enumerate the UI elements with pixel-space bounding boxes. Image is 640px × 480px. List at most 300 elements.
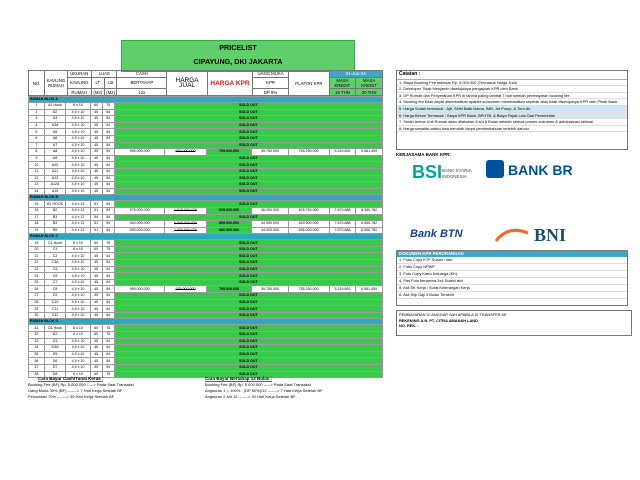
cell-plafon: 755.250.000 — [288, 149, 329, 156]
cell-uang-muka: 46.250.000 — [252, 207, 288, 214]
cell-lt: 45 — [90, 142, 102, 149]
col-kavling: KAVLING RUMAH — [45, 71, 67, 96]
dokumen-item: 1. Fotio Copy KTP Suami / Istri — [397, 257, 627, 264]
kredit-label: KREDIT — [334, 82, 351, 88]
cell-ukuran: 4,5 x 10 — [66, 162, 90, 169]
cell-no: 31 — [29, 325, 45, 332]
cell-lt: 54 — [90, 214, 102, 221]
bsi-logo — [410, 158, 472, 192]
cell-lt: 51 — [90, 207, 102, 214]
bni-logo-text: BNI — [534, 225, 567, 245]
cara-bertahap-list — [205, 382, 323, 400]
cell-no: 24 — [29, 273, 45, 280]
cell-no: 27 — [29, 293, 45, 300]
cell-lb: 54 — [102, 149, 114, 156]
col-bertahap: BERTAHAP — [117, 77, 167, 89]
cell-ukuran: 4,5 x 10 — [66, 168, 90, 175]
cell-kavling: A8 — [44, 149, 66, 156]
col-m2b: (M2) — [106, 89, 115, 95]
table-row — [29, 312, 383, 319]
cell-kavling: C7 — [44, 279, 66, 286]
table-row — [29, 162, 383, 169]
cell-status: SOLD OUT — [114, 168, 382, 175]
cell-ukuran: 4,5 x 10 — [66, 338, 90, 345]
cell-no: 3 — [29, 116, 45, 123]
cell-kavling: B3 — [44, 221, 66, 228]
cell-no: 38 — [29, 371, 45, 378]
cell-15thn: 5.319.892 — [329, 149, 356, 156]
cell-kavling: D1 Hook — [44, 325, 66, 332]
table-row — [29, 240, 383, 247]
cell-plafon: 755.250.000 — [288, 286, 329, 293]
cell-ukuran: 4,5 x 10 — [66, 182, 90, 189]
cell-ukuran: 6 x 10 — [66, 371, 90, 378]
cell-lt: 45 — [90, 109, 102, 116]
cell-lt: 45 — [90, 149, 102, 156]
cell-lt: 60 — [90, 246, 102, 253]
cell-lb: 54 — [102, 312, 114, 319]
cell-no: 2 — [29, 109, 45, 116]
col-uang-muka: UANG MUKA — [253, 71, 289, 78]
catatan-item: 6. Harga Belum Termasuk : Biaya KPR Bank, BPHTB, & Biaya Pajak Lain Dari Pemerintah — [397, 113, 627, 120]
col-masa20 — [356, 77, 383, 89]
col-luas: LUAS — [91, 71, 117, 78]
table-row — [29, 345, 383, 352]
table-row — [29, 246, 383, 253]
cell-lb: 54 — [102, 116, 114, 123]
table-row — [29, 214, 383, 221]
bri-logo-text: BANK BRI — [508, 162, 572, 178]
cell-status: SOLD OUT — [114, 129, 382, 136]
cara-cash-line: Uang Muka 30% (BF) -------> 7 Hari Kerja Setelah BF — [28, 388, 123, 393]
cell-kavling: D7 — [44, 364, 66, 371]
cell-ukuran: 4,5 x 10 — [66, 260, 90, 267]
cell-ukuran: 6 x 10 — [66, 240, 90, 247]
cell-lt: 45 — [90, 155, 102, 162]
cell-lb: 54 — [102, 299, 114, 306]
cell-plafon: 836.000.000 — [288, 227, 329, 234]
table-row — [29, 207, 383, 214]
cell-cash: 975.000.000 — [114, 207, 165, 214]
cell-lt: 45 — [90, 312, 102, 319]
cell-lt: 45 — [90, 122, 102, 129]
cell-harga-jual: 935.000.000 — [165, 149, 206, 156]
cara-bertahap-title: Cara Bayar Bertahap 12 Bulan : — [205, 376, 273, 381]
cell-cash: 995.000.000 — [114, 149, 165, 156]
cell-harga-jual: 1.075.000.000 — [165, 207, 206, 214]
cell-kavling: A9 — [44, 155, 66, 162]
cell-no: 36 — [29, 358, 45, 365]
jual-label: JUAL — [179, 82, 196, 89]
cell-status: SOLD OUT — [114, 162, 382, 169]
cell-ukuran: 4,5 x 10 — [66, 149, 90, 156]
cell-status: SOLD OUT — [114, 358, 382, 365]
cell-15thn: 7.670.888 — [329, 207, 356, 214]
cell-no: 4 — [29, 122, 45, 129]
table-row — [29, 142, 383, 149]
cell-ukuran: 4,4 x 12 — [66, 227, 90, 234]
cell-lt: 51 — [90, 201, 102, 208]
block-label: RUMAH BLOK D — [29, 319, 383, 325]
cell-ukuran: 4,5 x 10 — [66, 266, 90, 273]
cell-lb: 54 — [102, 266, 114, 273]
cell-lb: 54 — [102, 129, 114, 136]
catatan-box — [396, 70, 628, 150]
cell-cash: 940.000.000 — [114, 221, 165, 228]
dokumen-item: 2. Fotio Copy NPWP — [397, 264, 627, 271]
cell-kavling: C11 — [44, 306, 66, 313]
cell-lt: 45 — [90, 129, 102, 136]
table-row — [29, 279, 383, 286]
table-row — [29, 286, 383, 293]
table-row — [29, 129, 383, 136]
cell-status: SOLD OUT — [114, 279, 382, 286]
cell-status: SOLD OUT — [114, 201, 382, 208]
table-row — [29, 182, 383, 189]
masa-label: MASA — [336, 77, 349, 83]
cell-20thn: 8.350.762 — [356, 207, 383, 214]
cell-ukuran: 4,5 x 10 — [66, 122, 90, 129]
kerjasama-title: KERJASAMA BANK KPR: — [396, 152, 451, 157]
cell-lb: 54 — [102, 175, 114, 182]
cell-lb: 54 — [102, 358, 114, 365]
cell-no: 35 — [29, 351, 45, 358]
cell-no: 34 — [29, 345, 45, 352]
cell-ukuran: 4,5 x 10 — [66, 273, 90, 280]
cell-status: SOLD OUT — [114, 175, 382, 182]
col-lb: LB — [104, 77, 117, 89]
table-row — [29, 332, 383, 339]
table-row — [29, 201, 383, 208]
cell-no: 5 — [29, 129, 45, 136]
cell-ukuran: 6 x 10 — [66, 246, 90, 253]
cell-status: SOLD OUT — [114, 142, 382, 149]
table-row — [29, 364, 383, 371]
cell-ukuran: 4,5 x 10 — [66, 253, 90, 260]
cell-lb: 54 — [102, 338, 114, 345]
table-row — [29, 260, 383, 267]
title-line2: CIPAYUNG, DKI JAKARTA — [193, 57, 283, 66]
cell-no: 6 — [29, 135, 45, 142]
table-row — [29, 168, 383, 175]
cell-lb: 75 — [102, 371, 114, 378]
cell-lt: 45 — [90, 345, 102, 352]
cell-ukuran: 4,5 x 10 — [66, 364, 90, 371]
cell-lt: 60 — [90, 332, 102, 339]
cell-lb: 54 — [102, 253, 114, 260]
cell-status: SOLD OUT — [114, 332, 382, 339]
cell-lb: 54 — [102, 142, 114, 149]
cell-lb: 54 — [102, 345, 114, 352]
cell-no: 21 — [29, 253, 45, 260]
cell-status: SOLD OUT — [114, 103, 382, 110]
cell-lb: 75 — [102, 240, 114, 247]
table-row — [29, 351, 383, 358]
pembayaran-line: NO. REK. : — [399, 323, 419, 329]
dokumen-item: 6. Asli Slip Gaji 3 Bulan Terakhir — [397, 292, 627, 299]
cell-ukuran: 4,5 x 10 — [66, 345, 90, 352]
cell-lt: 51 — [90, 221, 102, 228]
cell-lb: 54 — [102, 188, 114, 195]
cell-lb: 54 — [102, 162, 114, 169]
cell-lb: 54 — [102, 201, 114, 208]
cell-plafon: 878.750.000 — [288, 207, 329, 214]
cell-lb: 54 — [102, 286, 114, 293]
cell-lb: 54 — [102, 227, 114, 234]
pembayaran-box — [396, 310, 632, 336]
col-harga-jual — [167, 71, 208, 96]
cell-no: 22 — [29, 260, 45, 267]
table-row — [29, 155, 383, 162]
cell-no: 11 — [29, 168, 45, 175]
cell-no: 10 — [29, 162, 45, 169]
cell-lt: 45 — [90, 116, 102, 123]
cell-status: SOLD OUT — [114, 364, 382, 371]
bri-logo — [484, 158, 572, 184]
cell-20thn: 5.581.459 — [356, 149, 383, 156]
cell-ukuran: 4,5 x 10 — [66, 358, 90, 365]
cell-no: 1 — [29, 103, 45, 110]
cell-ukuran: 6 x 10 — [66, 103, 90, 110]
cell-status: SOLD OUT — [114, 155, 382, 162]
cell-lt: 45 — [90, 168, 102, 175]
cell-lb: 75 — [102, 246, 114, 253]
cell-lt: 45 — [90, 135, 102, 142]
cell-uang-muka: 44.900.000 — [252, 221, 288, 228]
cara-cash-list — [28, 382, 134, 400]
cell-lb: 54 — [102, 207, 114, 214]
table-row — [29, 221, 383, 228]
col-masa15 — [329, 77, 356, 89]
bsi-logo-sub2: INDONESIA — [442, 174, 467, 179]
cell-lt: 45 — [90, 306, 102, 313]
cell-lt: 45 — [90, 279, 102, 286]
cell-no: 9 — [29, 155, 45, 162]
block-label: RUMAH BLOK A — [29, 97, 383, 103]
table-row — [29, 122, 383, 129]
col-kavling-sub: KAVLING — [67, 77, 91, 89]
cell-ukuran: 4,5 x 10 — [66, 293, 90, 300]
cell-no: 26 — [29, 286, 45, 293]
cell-no: 7 — [29, 142, 45, 149]
cell-ukuran: 4,4 x 12 — [66, 214, 90, 221]
title-line1: PRICELIST — [219, 43, 257, 52]
cell-kavling: D6 — [44, 358, 66, 365]
cell-harga-kpr: 795.000.000 — [206, 286, 252, 293]
cell-status: SOLD OUT — [114, 214, 382, 221]
cell-lt: 60 — [90, 240, 102, 247]
cell-lt: 45 — [90, 188, 102, 195]
block-label: RUMAH BLOK C — [29, 234, 383, 240]
cara-cash-line: Booking Fee (BF) Rp. 5.000.000 -----> Pada Saat Transaksi — [28, 382, 134, 387]
cell-kavling: D2 — [44, 332, 66, 339]
cell-lb: 75 — [102, 103, 114, 110]
cell-ukuran: 4,5 x 10 — [66, 129, 90, 136]
table-row — [29, 306, 383, 313]
cell-ukuran: 4,4 x 12 — [66, 221, 90, 228]
table-row — [29, 109, 383, 116]
cell-15thn: 7.670.888 — [329, 221, 356, 228]
cell-ukuran: 4,5 x 10 — [66, 155, 90, 162]
cell-harga-kpr: 899.000.000 — [206, 221, 252, 228]
cell-20thn: 8.550.782 — [356, 221, 383, 228]
cell-harga-kpr: 795.000.000 — [206, 149, 252, 156]
cell-kavling: A12 — [44, 175, 66, 182]
cell-ukuran: 6 x 10 — [66, 332, 90, 339]
cell-ukuran: 4,5 x 10 — [66, 351, 90, 358]
cell-lt: 45 — [90, 273, 102, 280]
cell-kavling: C1 Hook — [44, 240, 66, 247]
bri-logo-square — [486, 160, 504, 178]
cell-status: SOLD OUT — [114, 109, 382, 116]
cara-cash-title: Cara Bayar Cash/Tunai Keras : — [38, 376, 104, 381]
table-row — [29, 253, 383, 260]
harga-label: HARGA — [175, 77, 199, 84]
col-rumah: RUMAH — [67, 89, 91, 96]
cell-lt: 45 — [90, 299, 102, 306]
col-harga-kpr: HARGA KPR — [207, 71, 252, 96]
cell-ukuran: 4,5 x 10 — [66, 312, 90, 319]
cell-status: SOLD OUT — [114, 338, 382, 345]
table-row — [29, 175, 383, 182]
col-no: NO. — [29, 71, 45, 96]
cell-no: 18 — [29, 221, 45, 228]
cell-lt: 45 — [90, 260, 102, 267]
cell-no: 12 — [29, 175, 45, 182]
cell-no: 23 — [29, 266, 45, 273]
cell-ukuran: 4,5 x 10 — [66, 279, 90, 286]
dokumen-box — [396, 250, 628, 306]
cell-lb: 54 — [102, 155, 114, 162]
cell-status: SOLD OUT — [114, 273, 382, 280]
cell-no: 15 — [29, 201, 45, 208]
table-row — [29, 325, 383, 332]
bni-logo — [494, 221, 584, 247]
cell-no: 33 — [29, 338, 45, 345]
cara-bertahap-line: Angsuran 2 s/d 12 -------> 30 Hari Kerja Setelah BF — [205, 394, 296, 399]
cell-no: 8 — [29, 149, 45, 156]
dokumen-item: 5. Asli SK Kerja / Surat Keterangan Kerja — [397, 285, 627, 292]
bsi-logo-sub1: BANK SYARIAH — [442, 168, 472, 173]
cell-status: SOLD OUT — [114, 266, 382, 273]
cell-lb: 54 — [102, 135, 114, 142]
cell-kavling: B5 — [44, 227, 66, 234]
cell-kavling: C3A — [44, 260, 66, 267]
catatan-item: 1. Biaya Booking Fee sebesar Rp. 5.000.000 (Termasuk Harga Jual) — [397, 80, 627, 87]
col-cash: CASH — [117, 71, 167, 78]
cell-status: SOLD OUT — [114, 293, 382, 300]
cell-uang-muka: 39.750.000 — [252, 286, 288, 293]
cell-no: 13 — [29, 182, 45, 189]
col-dp: DP 5% — [253, 89, 289, 96]
cell-lt: 45 — [90, 286, 102, 293]
cell-kavling: D8 — [44, 371, 66, 378]
table-row — [29, 103, 383, 110]
cell-status: SOLD OUT — [114, 325, 382, 332]
dokumen-item: 3. Foto Copy Kartu Keluarga (KK) — [397, 271, 627, 278]
cell-no: 14 — [29, 188, 45, 195]
title-banner — [121, 40, 355, 72]
cell-lt: 45 — [90, 351, 102, 358]
cell-lb: 54 — [102, 168, 114, 175]
table-row — [29, 135, 383, 142]
cell-ukuran: 4,4 x 12 — [66, 207, 90, 214]
cell-ukuran: 4,5 x 10 — [66, 109, 90, 116]
cell-no: 25 — [29, 279, 45, 286]
cell-lt: 60 — [90, 371, 102, 378]
cell-status: SOLD OUT — [114, 253, 382, 260]
cell-lt: 45 — [90, 358, 102, 365]
cell-ukuran: 4,5 x 10 — [66, 142, 90, 149]
cell-kavling: C3 — [44, 246, 66, 253]
cell-no: 32 — [29, 332, 45, 339]
cell-kavling: B3 — [44, 214, 66, 221]
cell-status: SOLD OUT — [114, 188, 382, 195]
cell-harga-kpr: 925.000.000 — [206, 207, 252, 214]
cell-kavling: A11 — [44, 168, 66, 175]
cell-status: SOLD OUT — [114, 135, 382, 142]
cell-15thn: 5.319.892 — [329, 286, 356, 293]
cara-bertahap-line: Booking Fee (BF) Rp. 5.000.000 -----> Pada Saat Transaksi — [205, 382, 311, 387]
block-label: RUMAH BLOK B — [29, 195, 383, 201]
cell-ukuran: 4,4 x 13 — [66, 201, 90, 208]
price-table-header — [28, 70, 383, 96]
cell-kavling: D5 — [44, 351, 66, 358]
cell-status: SOLD OUT — [114, 116, 382, 123]
cell-kavling: C6 — [44, 273, 66, 280]
btn-logo — [408, 222, 490, 244]
cell-ukuran: 6 x 10 — [66, 325, 90, 332]
cell-kavling: B2 — [44, 207, 66, 214]
cell-kavling: C9 — [44, 293, 66, 300]
table-row — [29, 188, 383, 195]
cell-kavling: D3 — [44, 338, 66, 345]
cell-no: 37 — [29, 364, 45, 371]
cell-ukuran: 4,5 x 10 — [66, 116, 90, 123]
table-row — [29, 338, 383, 345]
cell-status: SOLD OUT — [114, 351, 382, 358]
cell-lt: 45 — [90, 182, 102, 189]
col-kpr: KPR — [253, 77, 289, 89]
cell-lb: 54 — [102, 221, 114, 228]
btn-logo-text: Bank BTN — [410, 228, 463, 240]
col-plafon: PLAFON KPR — [289, 71, 330, 96]
cell-lt: 45 — [90, 175, 102, 182]
cell-cash: 930.000.000 — [114, 227, 165, 234]
cell-no: 29 — [29, 306, 45, 313]
cara-cash-line: Pelunasan 70% -------> 30 Hari Kerja Setelah BF — [28, 394, 115, 399]
cell-no: 28 — [29, 299, 45, 306]
table-row — [29, 273, 383, 280]
cell-lt: 60 — [90, 325, 102, 332]
table-row — [29, 358, 383, 365]
cell-ukuran: 4,5 x 10 — [66, 299, 90, 306]
cell-ukuran: 4,5 x 10 — [66, 188, 90, 195]
cell-kavling: A2 — [44, 109, 66, 116]
cell-harga-jual: 1.030.000.000 — [165, 227, 206, 234]
cell-lb: 54 — [102, 260, 114, 267]
cell-lb: 54 — [102, 214, 114, 221]
cell-lb: 54 — [102, 273, 114, 280]
cell-status: SOLD OUT — [114, 122, 382, 129]
cell-status: SOLD OUT — [114, 299, 382, 306]
cell-lb: 54 — [102, 351, 114, 358]
catatan-item: 3. DP Rumah dan Penyerahan KPR di tanma paling lambat 7 hari setelah pembayaran booking fee — [397, 93, 627, 100]
cell-15thn: 7.670.888 — [329, 227, 356, 234]
cell-lb: 54 — [102, 279, 114, 286]
table-row — [29, 266, 383, 273]
cell-lb: 75 — [102, 325, 114, 332]
